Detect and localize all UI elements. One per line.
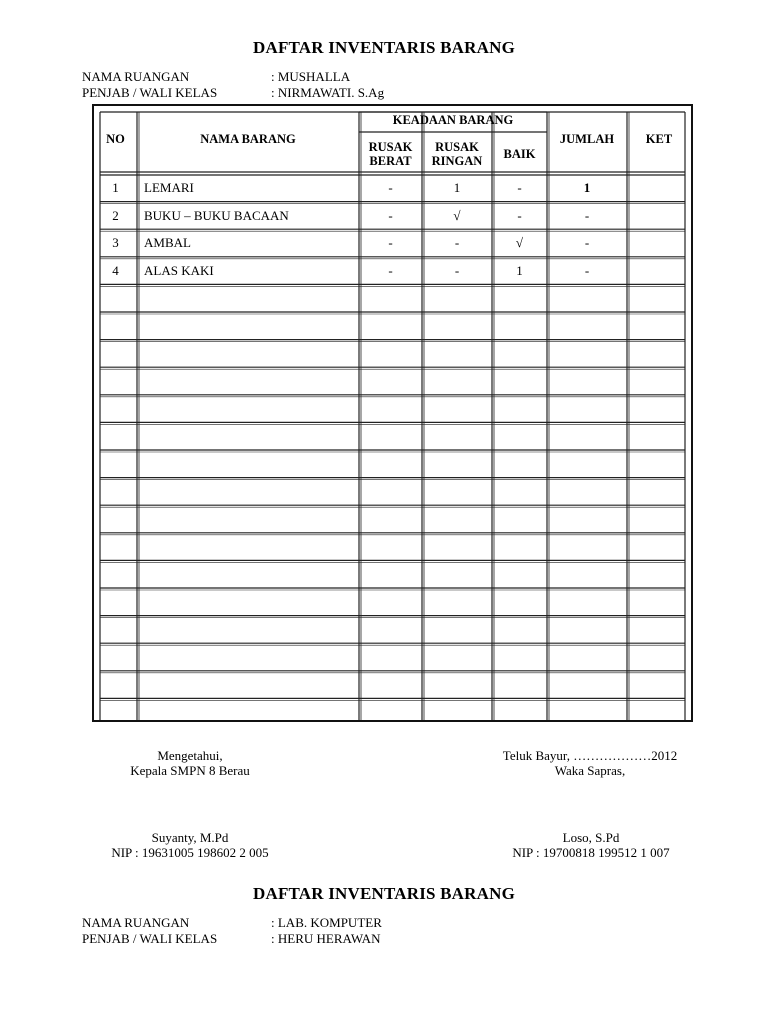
row-heavy-damage: -: [388, 207, 393, 223]
row-light-damage: √: [453, 207, 461, 223]
row-quantity: -: [584, 262, 590, 278]
room-name-label: NAMA RUANGAN: [82, 69, 190, 84]
header-no: NO: [106, 132, 125, 146]
signature-right-place-date: Teluk Bayur, ………………2012: [502, 748, 678, 763]
signature-left-name: Suyanty, M.Pd: [151, 830, 229, 845]
header-good: BAIK: [503, 147, 536, 161]
header-light-damage-line2: RINGAN: [431, 154, 483, 168]
header-notes: KET: [645, 132, 673, 146]
row-light-damage: -: [454, 262, 460, 278]
signature-right-nip: NIP : 19700818 199512 1 007: [512, 845, 670, 860]
homeroom-teacher-label-2: PENJAB / WALI KELAS: [82, 931, 218, 946]
signature-right-position: Waka Sapras,: [554, 763, 626, 778]
header-item-condition: KEADAAN BARANG: [392, 113, 514, 127]
signature-right: [470, 748, 710, 778]
homeroom-teacher-value: : NIRMAWATI. S.Ag: [271, 85, 385, 100]
room-info-2: [82, 915, 382, 947]
row-number: 4: [112, 262, 119, 278]
header-quantity: JUMLAH: [559, 132, 615, 146]
signature-right-block: [480, 830, 702, 860]
signature-right-name: Loso, S.Pd: [562, 830, 620, 845]
signature-left-caption: Mengetahui,: [157, 748, 223, 763]
room-name-value: : MUSHALLA: [271, 69, 351, 84]
header-light-damage-line1: RUSAK: [435, 140, 479, 154]
row-quantity: 1: [583, 180, 591, 195]
homeroom-teacher-value-2: : HERU HERAWAN: [271, 931, 381, 946]
row-item-name: BUKU – BUKU BACAAN: [144, 207, 289, 223]
room-name-label-2: NAMA RUANGAN: [82, 915, 190, 930]
row-heavy-damage: -: [388, 180, 393, 195]
table-grid: [94, 106, 691, 720]
row-item-name: ALAS KAKI: [144, 262, 214, 278]
homeroom-teacher-label: PENJAB / WALI KELAS: [82, 85, 218, 100]
row-good: √: [515, 235, 524, 251]
row-quantity: -: [584, 235, 590, 251]
header-heavy-damage-line1: RUSAK: [368, 140, 413, 154]
document-title-2: DAFTAR INVENTARIS BARANG: [252, 884, 516, 903]
room-name-value-2: : LAB. KOMPUTER: [271, 915, 382, 930]
row-heavy-damage: -: [388, 235, 393, 251]
row-good: -: [517, 180, 522, 195]
row-number: 2: [112, 207, 119, 223]
header-heavy-damage: [359, 140, 422, 168]
row-quantity: -: [584, 207, 590, 223]
signature-left: [100, 748, 280, 778]
row-number: 3: [112, 235, 119, 251]
row-item-name: AMBAL: [144, 235, 191, 251]
row-light-damage: -: [454, 235, 460, 251]
header-item-name: NAMA BARANG: [200, 132, 296, 146]
header-heavy-damage-line2: BERAT: [369, 154, 412, 168]
signature-left-nip: NIP : 19631005 198602 2 005: [111, 845, 269, 860]
row-heavy-damage: -: [388, 262, 393, 278]
signature-left-block: [90, 830, 290, 860]
inventory-table: [92, 104, 693, 722]
signature-left-position: Kepala SMPN 8 Berau: [130, 763, 250, 778]
room-info: [82, 69, 384, 101]
header-light-damage: [422, 140, 492, 168]
document-title: DAFTAR INVENTARIS BARANG: [252, 38, 516, 57]
row-number: 1: [112, 180, 119, 195]
row-light-damage: 1: [453, 180, 461, 195]
row-item-name: LEMARI: [144, 180, 194, 195]
row-good: 1: [516, 262, 523, 278]
row-good: -: [517, 207, 522, 223]
